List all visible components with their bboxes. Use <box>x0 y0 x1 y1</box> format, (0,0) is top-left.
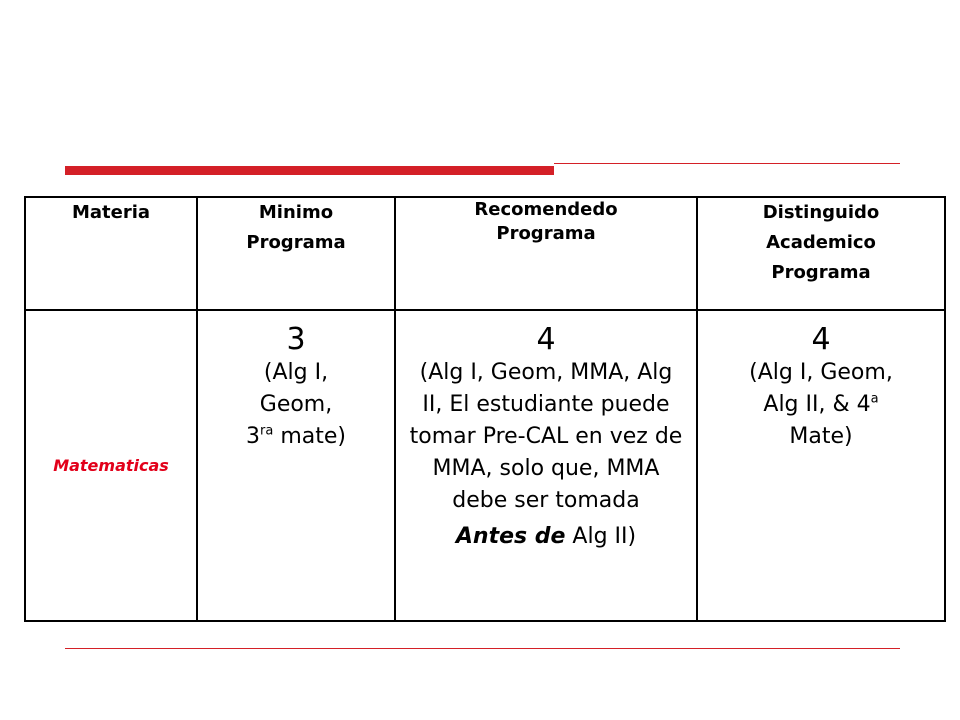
subject-cell <box>25 310 197 621</box>
recomendado-final-line <box>402 521 690 553</box>
accent-bar <box>65 166 554 175</box>
minimo-line-3 <box>204 421 388 453</box>
distinguido-line-2 <box>704 389 938 421</box>
header-distinguido <box>697 197 945 310</box>
recomendado-cell <box>395 310 697 621</box>
header-distinguido-line-3: Programa <box>771 262 871 283</box>
header-recomendado <box>395 197 697 310</box>
distinguido-count: 4 <box>811 322 831 357</box>
header-distinguido-line-2: Academico <box>766 232 876 253</box>
program-table <box>24 196 946 622</box>
recomendado-final-rest: Alg II) <box>565 524 637 549</box>
distinguido-cell <box>697 310 945 621</box>
header-distinguido-line-1: Distinguido <box>762 202 880 223</box>
header-minimo-line-1: Minimo <box>258 202 334 223</box>
minimo-count: 3 <box>286 322 306 357</box>
recomendado-emphasis: Antes de <box>455 524 566 549</box>
distinguido-line-2-pre: Alg II, & 4 <box>763 392 871 417</box>
header-minimo-line-2: Programa <box>246 232 346 253</box>
minimo-line-1: (Alg I, <box>263 360 329 385</box>
bottom-rule-line <box>65 648 900 649</box>
distinguido-ordinal-sup: a <box>870 391 879 407</box>
distinguido-line-1: (Alg I, Geom, <box>749 360 893 385</box>
header-row <box>25 197 945 310</box>
minimo-line-3-pre: 3 <box>246 424 261 449</box>
recomendado-text: (Alg I, Geom, MMA, Alg II, El estudiante puede tomar Pre-CAL en vez de MMA, solo que, MMA debe ser tomada <box>409 360 683 513</box>
header-materia <box>25 197 197 310</box>
header-materia-label: Materia <box>71 202 151 223</box>
minimo-cell <box>197 310 395 621</box>
minimo-line-3-post: mate) <box>273 424 346 449</box>
minimo-line-2: Geom, <box>259 392 333 417</box>
minimo-ordinal-sup: ra <box>260 423 274 439</box>
recomendado-count: 4 <box>536 322 556 357</box>
header-minimo <box>197 197 395 310</box>
header-recomendado-line-2: Programa <box>496 223 596 244</box>
distinguido-line-3: Mate) <box>789 424 853 449</box>
matematicas-row <box>25 310 945 621</box>
subject-label: Matematicas <box>53 456 169 475</box>
header-recomendado-line-1: Recomendedo <box>474 199 618 220</box>
top-rule-line <box>554 163 900 164</box>
